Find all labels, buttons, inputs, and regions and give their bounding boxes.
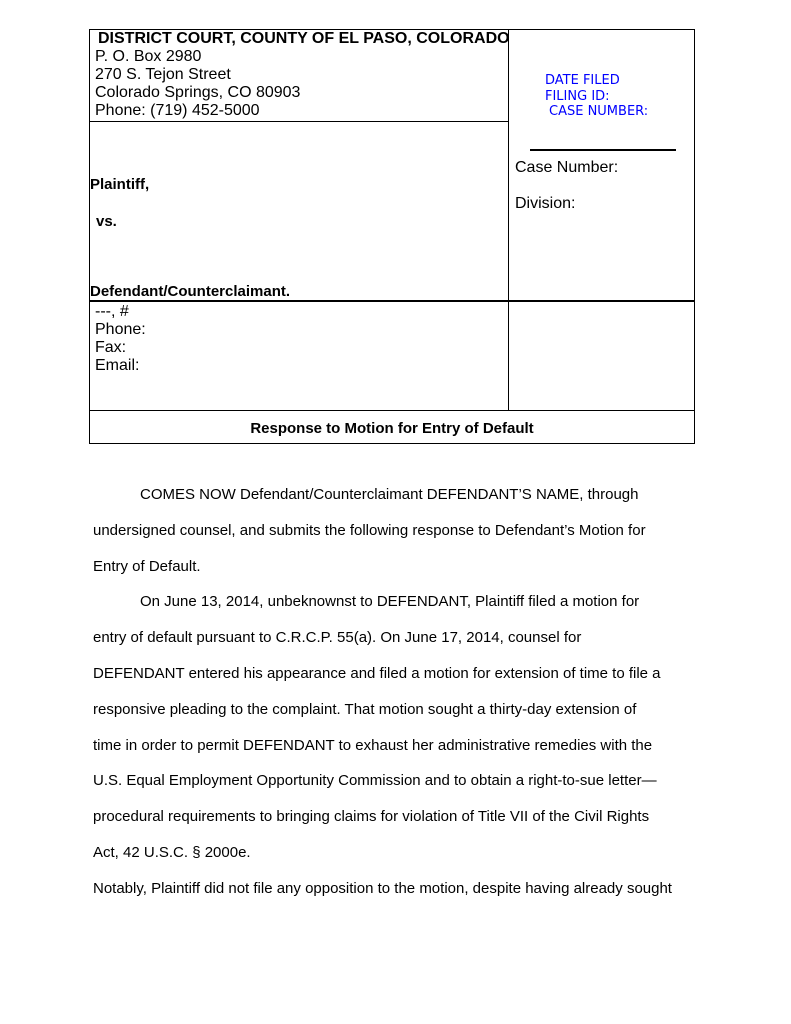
caption-divider-title	[90, 410, 694, 411]
body-line: responsive pleading to the complaint. That motion sought a thirty-day extension of	[93, 700, 637, 718]
document-title: Response to Motion for Entry of Default	[250, 420, 534, 437]
body-line: undersigned counsel, and submits the following response to Defendant’s Motion for	[93, 521, 646, 539]
case-caption-box	[89, 29, 695, 444]
case-number-label: Case Number:	[515, 159, 619, 176]
stamp-case-number: CASE NUMBER:	[549, 104, 649, 119]
court-name: DISTRICT COURT, COUNTY OF EL PASO, COLORADO	[98, 30, 510, 47]
court-use-rule	[530, 149, 676, 151]
attorney-name: ---, #	[95, 303, 129, 320]
body-line: Entry of Default.	[93, 557, 201, 575]
division-label: Division:	[515, 195, 576, 212]
body-line: time in order to permit DEFENDANT to exhaust her administrative remedies with the	[93, 736, 653, 754]
defendant-label: Defendant/Counterclaimant.	[90, 283, 291, 300]
versus-label: vs.	[96, 213, 117, 230]
body-line: COMES NOW Defendant/Counterclaimant DEFENDANT’S NAME, through	[140, 486, 639, 503]
court-address-line: Colorado Springs, CO 80903	[95, 84, 301, 101]
stamp-date-filed: DATE FILED	[545, 73, 620, 88]
court-address-line: 270 S. Tejon Street	[95, 66, 231, 83]
attorney-block	[95, 303, 146, 375]
caption-divider-parties	[90, 300, 694, 302]
stamp-filing-id: FILING ID:	[545, 88, 610, 104]
body-line: Act, 42 U.S.C. § 2000e.	[93, 843, 251, 861]
court-phone: Phone: (719) 452-5000	[95, 102, 260, 119]
body-line: On June 13, 2014, unbeknownst to DEFENDANT, Plaintiff filed a motion for	[140, 593, 640, 611]
attorney-phone: Phone:	[95, 321, 146, 338]
attorney-fax: Fax:	[95, 339, 127, 356]
body-line: procedural requirements to bringing claims for violation of Title VII of the Civil Rights	[93, 808, 650, 826]
attorney-email: Email:	[95, 357, 140, 374]
body-line: U.S. Equal Employment Opportunity Commission and to obtain a right-to-sue letter—	[93, 772, 657, 790]
body-line: Notably, Plaintiff did not file any opposition to the motion, despite having already sought	[93, 879, 672, 897]
court-address-line: P. O. Box 2980	[95, 48, 202, 65]
body-line: DEFENDANT entered his appearance and filed a motion for extension of time to file a	[93, 664, 661, 682]
body-line: entry of default pursuant to C.R.C.P. 55(a). On June 17, 2014, counsel for	[93, 629, 582, 647]
caption-divider-court	[90, 121, 508, 122]
plaintiff-label: Plaintiff,	[90, 176, 150, 193]
document-body	[93, 477, 698, 907]
court-block	[95, 30, 510, 120]
filing-stamp	[545, 73, 648, 120]
